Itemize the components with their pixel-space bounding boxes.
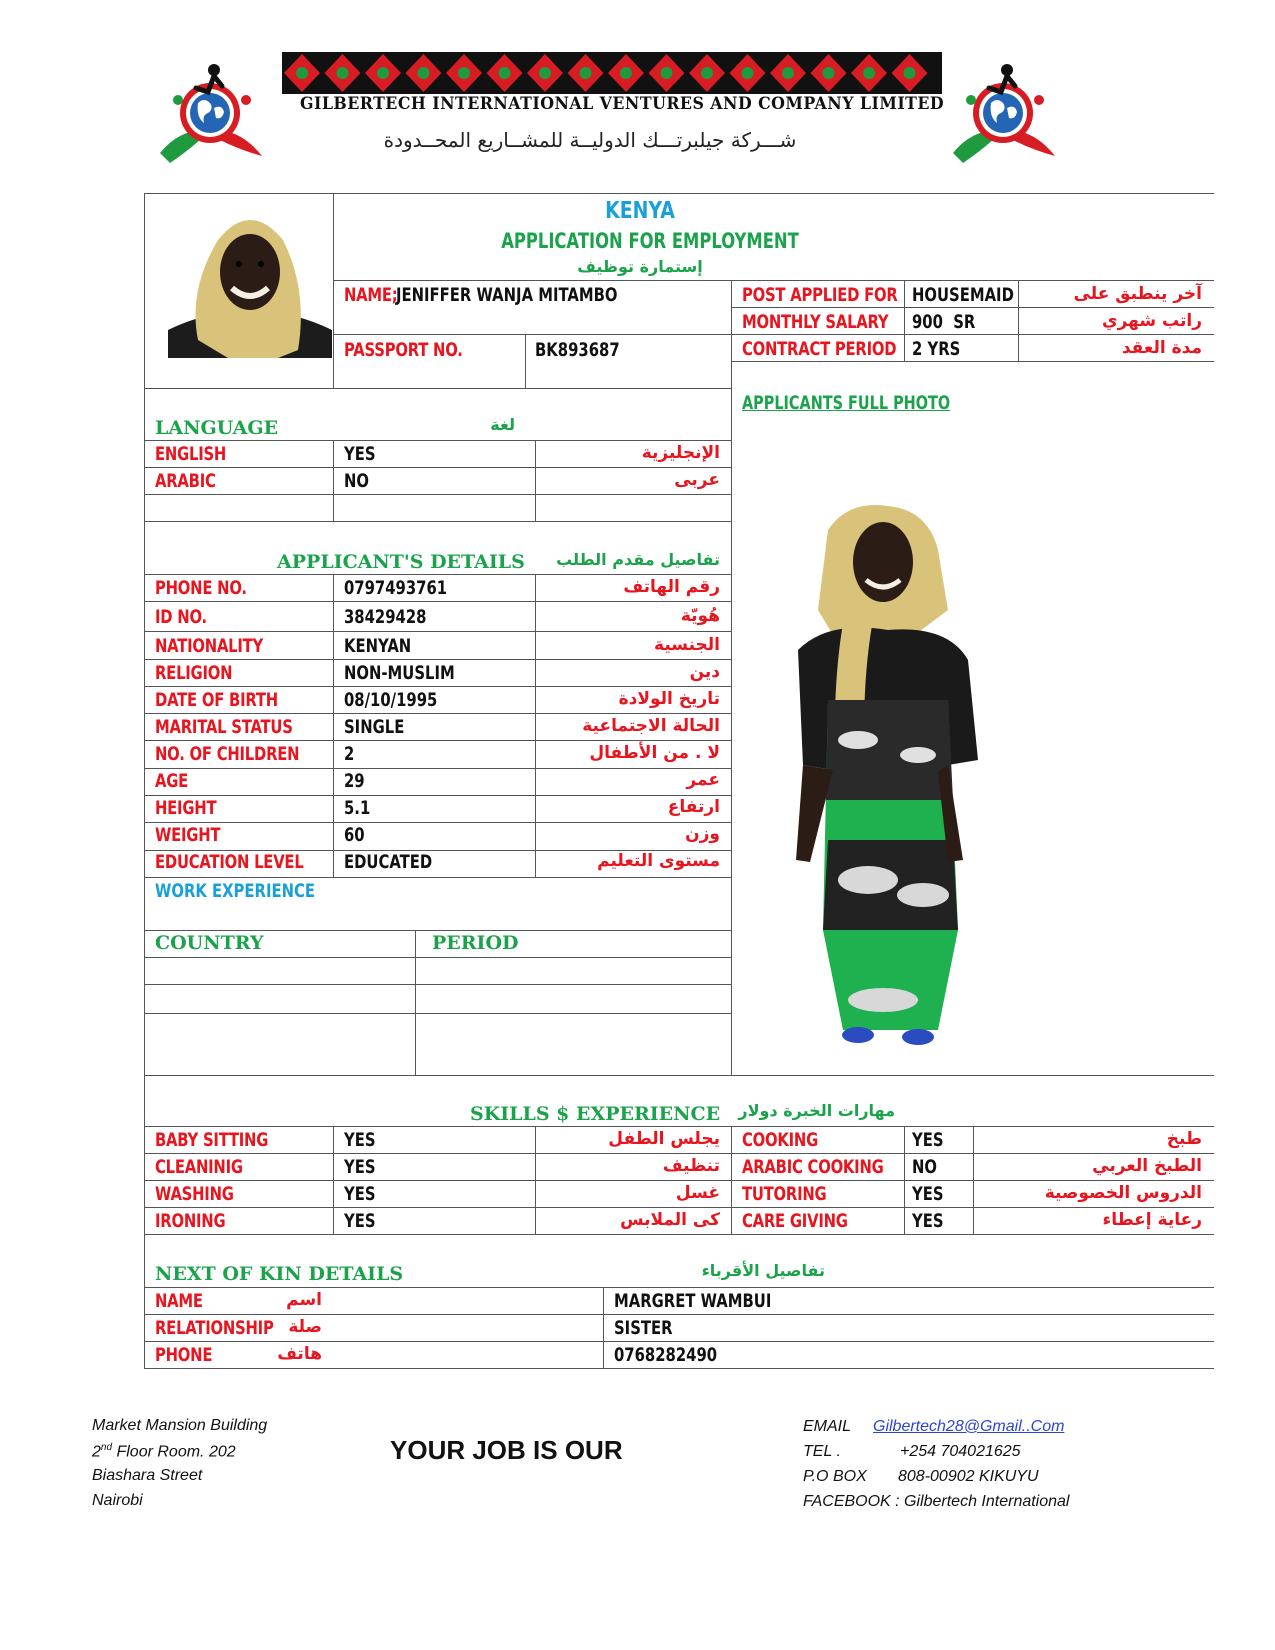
skill-label-ar: تنظيف — [662, 1156, 720, 1176]
kin-label-ar: صلة — [288, 1317, 322, 1337]
detail-label-ar: لا . من الأطفال — [589, 743, 720, 763]
detail-label: NO. OF CHILDREN — [155, 743, 300, 765]
detail-label-ar: ارتفاع — [667, 797, 720, 817]
detail-label: ID NO. — [155, 606, 207, 628]
detail-value: KENYAN — [344, 635, 412, 657]
footer-tel-value: +254 704021625 — [900, 1443, 1021, 1460]
skill-label: COOKING — [742, 1129, 819, 1151]
company-logo-left — [150, 58, 270, 173]
detail-label: MARITAL STATUS — [155, 716, 293, 738]
footer-address-line3: Biashara Street — [92, 1467, 203, 1484]
detail-value: EDUCATED — [344, 851, 433, 873]
skill-label-ar: الطبخ العربي — [1092, 1156, 1202, 1176]
name-value: JENIFFER WANJA MITAMBO — [396, 284, 618, 306]
form-title: APPLICATION FOR EMPLOYMENT — [501, 229, 799, 253]
header-pattern-band — [282, 52, 942, 94]
salary-value: 900 SR — [912, 311, 976, 333]
kin-value: SISTER — [614, 1317, 673, 1339]
kin-title: NEXT OF KIN DETAILS — [155, 1263, 404, 1285]
language-label: ARABIC — [155, 470, 216, 492]
language-title-ar: لغة — [490, 415, 515, 434]
salary-label-ar: راتب شهري — [1101, 311, 1202, 331]
contract-label: CONTRACT PERIOD — [742, 338, 897, 360]
full-photo-label: APPLICANTS FULL PHOTO — [742, 392, 951, 414]
skill-value: YES — [344, 1156, 376, 1178]
skill-label: IRONING — [155, 1210, 226, 1232]
detail-label-ar: دين — [689, 662, 720, 682]
company-name-ar: شـــركة جيلبرتـــك الدوليــة للمشــاريع المحــدودة — [383, 128, 797, 152]
detail-label-ar: الحالة الاجتماعية — [582, 716, 720, 736]
applicant-full-photo — [788, 500, 993, 1048]
salary-label: MONTHLY SALARY — [742, 311, 889, 333]
country-title: KENYA — [605, 198, 675, 224]
detail-label-ar: الجنسية — [654, 635, 720, 655]
footer-tel-label: TEL . — [803, 1443, 841, 1460]
footer-address-line1: Market Mansion Building — [92, 1417, 268, 1434]
passport-value: BK893687 — [535, 339, 620, 361]
footer-facebook: FACEBOOK : Gilbertech International — [803, 1493, 1070, 1510]
detail-label-ar: عمر — [686, 770, 720, 790]
details-title-ar: تفاصيل مقدم الطلب — [556, 550, 720, 569]
language-value: NO — [344, 470, 370, 492]
skill-label-ar: الدروس الخصوصية — [1044, 1183, 1202, 1203]
work-period-header: PERIOD — [432, 932, 519, 954]
post-label-ar: آخر ينطبق على — [1073, 284, 1202, 304]
detail-label: EDUCATION LEVEL — [155, 851, 304, 873]
detail-label-ar: رقم الهاتف — [623, 577, 720, 597]
language-value: YES — [344, 443, 376, 465]
post-value: HOUSEMAID — [912, 284, 1014, 306]
detail-value: 0797493761 — [344, 577, 448, 599]
detail-value: SINGLE — [344, 716, 405, 738]
applicant-portrait-photo — [168, 200, 332, 358]
skill-label: WASHING — [155, 1183, 234, 1205]
skill-label-ar: طبخ — [1166, 1129, 1202, 1149]
detail-value: 29 — [344, 770, 365, 792]
skill-value: NO — [912, 1156, 938, 1178]
form-title-ar: إستمارة توظيف — [577, 257, 703, 276]
language-label-ar: الإنجليزية — [641, 443, 720, 463]
post-label: POST APPLIED FOR — [742, 284, 898, 306]
skill-label: ARABIC COOKING — [742, 1156, 884, 1178]
kin-title-ar: تفاصيل الأقرباء — [701, 1261, 825, 1280]
language-label-ar: عربى — [674, 470, 720, 490]
skill-value: YES — [344, 1210, 376, 1232]
kin-value: MARGRET WAMBUI — [614, 1290, 772, 1312]
skill-label-ar: رعاية إعطاء — [1102, 1210, 1202, 1230]
detail-label: HEIGHT — [155, 797, 217, 819]
kin-label: NAME — [155, 1290, 203, 1312]
footer-pobox-value: 808-00902 KIKUYU — [898, 1468, 1039, 1485]
skill-value: YES — [912, 1210, 944, 1232]
name-label: NAME; — [344, 284, 398, 306]
language-label: ENGLISH — [155, 443, 227, 465]
footer-address-line2: 2nd Floor Room. 202 — [92, 1442, 236, 1461]
detail-label: AGE — [155, 770, 189, 792]
detail-label: RELIGION — [155, 662, 233, 684]
skills-title: SKILLS $ EXPERIENCE — [470, 1103, 721, 1125]
footer-slogan: YOUR JOB IS OUR — [390, 1435, 623, 1465]
detail-label-ar: وزن — [685, 824, 720, 844]
company-logo-right — [943, 58, 1063, 173]
detail-value: NON-MUSLIM — [344, 662, 455, 684]
company-name-en: GILBERTECH INTERNATIONAL VENTURES AND COMPANY LIMITED — [300, 94, 945, 114]
detail-value: 5.1 — [344, 797, 371, 819]
skill-value: YES — [344, 1183, 376, 1205]
skill-value: YES — [912, 1183, 944, 1205]
skill-label: TUTORING — [742, 1183, 827, 1205]
footer-pobox-label: P.O BOX — [803, 1468, 867, 1485]
work-title: WORK EXPERIENCE — [155, 880, 315, 902]
skills-title-ar: مهارات الخبرة دولار — [738, 1101, 895, 1120]
detail-value: 2 — [344, 743, 355, 765]
passport-label: PASSPORT NO. — [344, 339, 463, 361]
skill-label: CLEANINIG — [155, 1156, 243, 1178]
kin-label-ar: هاتف — [277, 1344, 322, 1364]
skill-label: BABY SITTING — [155, 1129, 269, 1151]
language-title: LANGUAGE — [155, 417, 279, 439]
detail-label-ar: تاريخ الولادة — [618, 689, 720, 709]
detail-value: 08/10/1995 — [344, 689, 438, 711]
kin-label: PHONE — [155, 1344, 213, 1366]
kin-label: RELATIONSHIP — [155, 1317, 274, 1339]
detail-value: 60 — [344, 824, 365, 846]
detail-label: NATIONALITY — [155, 635, 264, 657]
kin-label-ar: اسم — [286, 1290, 322, 1310]
footer-email-link[interactable]: Gilbertech28@Gmail..Com — [873, 1418, 1065, 1435]
details-title: APPLICANT'S DETAILS — [277, 551, 525, 573]
skill-label-ar: يجلس الطفل — [608, 1129, 720, 1149]
skill-label-ar: غسل — [675, 1183, 720, 1203]
contract-label-ar: مدة العقد — [1121, 338, 1202, 358]
kin-value: 0768282490 — [614, 1344, 718, 1366]
skill-label: CARE GIVING — [742, 1210, 848, 1232]
detail-label: PHONE NO. — [155, 577, 247, 599]
detail-label: WEIGHT — [155, 824, 221, 846]
skill-value: YES — [912, 1129, 944, 1151]
detail-label-ar: مستوى التعليم — [597, 851, 720, 871]
footer-address-line4: Nairobi — [92, 1492, 143, 1509]
contract-value: 2 YRS — [912, 338, 961, 360]
footer-email-label: EMAIL — [803, 1418, 852, 1435]
detail-value: 38429428 — [344, 606, 427, 628]
detail-label: DATE OF BIRTH — [155, 689, 278, 711]
skill-label-ar: كى الملابس — [620, 1210, 720, 1230]
work-country-header: COUNTRY — [155, 932, 264, 954]
skill-value: YES — [344, 1129, 376, 1151]
detail-label-ar: هُويّة — [680, 606, 720, 626]
